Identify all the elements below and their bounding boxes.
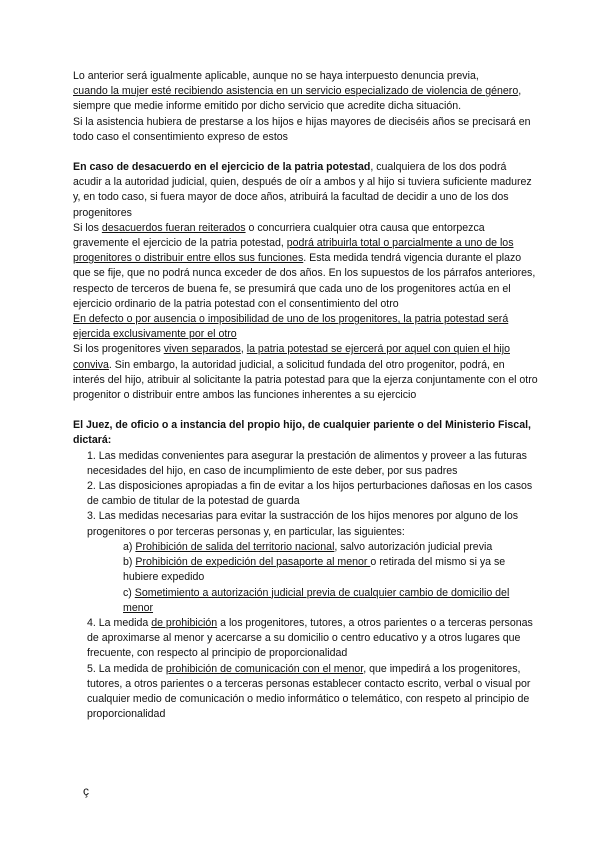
underlined-text: podrá atribuirla total o parcialmente a uno de los progenitores o distribuir entre ellos sus funciones bbox=[73, 237, 514, 265]
paragraph-disagreement: En caso de desacuerdo en el ejercicio de la patria potestad, cualquiera de los dos podrá acudir a la autoridad judicial, quien, después de oír a ambos y al hijo si tuviera suficiente madurez y, en todo caso, si fuera mayor de doce años, atribuirá la facultad de decidir a uno de los dos progenitores bbox=[73, 161, 532, 219]
list-item-2: 2. Las disposiciones apropiadas a fin de evitar a los hijos perturbaciones dañosas en los casos de cambio de titular de la potestad de guarda bbox=[87, 480, 533, 508]
sub-item-a: a) Prohibición de salida del territorio nacional, salvo autorización judicial previa bbox=[123, 540, 493, 553]
list-item-1: 1. Las medidas convenientes para asegurar la prestación de alimentos y proveer a las futuras necesidades del hijo, en caso de incumplimiento de este deber, por sus padres bbox=[87, 449, 527, 477]
underlined-text: la patria potestad se ejercerá por aquel con quien el hijo conviva bbox=[73, 343, 510, 371]
underlined-text: Sometimiento a autorización judicial previa de cualquier cambio de domicilio del menor bbox=[123, 586, 510, 614]
stray-character: ç bbox=[83, 784, 89, 798]
paragraph-applicability: Lo anterior será igualmente aplicable, aunque no se haya interpuesto denuncia previa, cuando la mujer esté recibiendo asistencia en un servicio especializado de violencia de género, siempre que medie informe emitido por dicho servicio que acredite dicha situación. Si la asistencia hubiera de prestarse a los hijos e hijas mayores de dieciséis años se precisará en todo caso el consentimiento expreso de estos bbox=[73, 70, 531, 143]
sub-item-c: c) Sometimiento a autorización judicial previa de cualquier cambio de domicilio del menor bbox=[123, 586, 510, 614]
section-heading: El Juez, de oficio o a instancia del propio hijo, de cualquier pariente o del Ministerio Fiscal, dictará: bbox=[73, 419, 531, 447]
section-disagreement bbox=[73, 160, 538, 403]
underlined-text: viven separados bbox=[163, 343, 241, 356]
list-item-3: 3. Las medidas necesarias para evitar la sustracción de los hijos menores por alguno de los progenitores o por terceras personas y, en particular, las siguientes: bbox=[87, 510, 519, 538]
underlined-text: de prohibición bbox=[151, 616, 218, 629]
section-judge-measures bbox=[73, 418, 538, 722]
underlined-text: desacuerdos fueran reiterados bbox=[101, 221, 246, 234]
underlined-text: prohibición de comunicación con el menor bbox=[165, 662, 364, 675]
list-item-4: 4. La medida de prohibición a los progenitores, tutores, a otros parientes o a terceras personas de aproximarse al menor y acercarse a su domicilio o centro educativo y a otros lugares que frecuente, con respecto al principio de proporcionalidad bbox=[87, 616, 533, 660]
sub-item-b: b) Prohibición de expedición del pasaporte al menor o retirada del mismo si ya se hubiere expedido bbox=[123, 556, 506, 584]
paragraph-separated: Si los progenitores viven separados, la patria potestad se ejercerá por aquel con quien el hijo conviva. Sin embargo, la autoridad judicial, a solicitud fundada del otro progenitor, podrá, en interés del hijo, atribuir al solicitante la patria potestad para que la ejerza conjuntamente con el otro progenitor o distribuir entre ambos las funciones inherentes a su ejercicio bbox=[73, 343, 538, 402]
paragraph-repeated-disagreements: Si los desacuerdos fueran reiterados o concurriera cualquier otra causa que entorpezca gravemente el ejercicio de la patria potestad, podrá atribuirla total o parcialmente a uno de los progenitores o distribuir entre ellos sus funciones. Esta medida tendrá vigencia durante el plazo que se fije, que no podrá nunca exceder de dos años. En los supuestos de los párrafos anteriores, respecto de terceros de buena fe, se presumirá que cada uno de los progenitores actúa en el ejercicio ordinario de la patria potestad con el consentimiento del otro bbox=[73, 221, 536, 310]
paragraph-absence: En defecto o por ausencia o imposibilidad de uno de los progenitores, la patria potestad será ejercida exclusivamente por el otro bbox=[73, 313, 509, 341]
section-assistance bbox=[73, 69, 538, 145]
bold-heading: En caso de desacuerdo en el ejercicio de la patria potestad bbox=[73, 161, 371, 174]
underlined-text: Prohibición de expedición del pasaporte al menor bbox=[135, 556, 371, 569]
underlined-text: Prohibición de salida del territorio nacional bbox=[135, 540, 335, 553]
underlined-text: cuando la mujer esté recibiendo asistencia en un servicio especializado de violencia de género bbox=[73, 85, 519, 98]
list-item-5: 5. La medida de prohibición de comunicación con el menor, que impedirá a los progenitores, tutores, a otros parientes o a terceras personas establecer contacto escrito, verbal o visual por cualquier medio de comunicación o medio informático o telemático, con respeto al principio de proporcionalidad bbox=[87, 662, 531, 721]
